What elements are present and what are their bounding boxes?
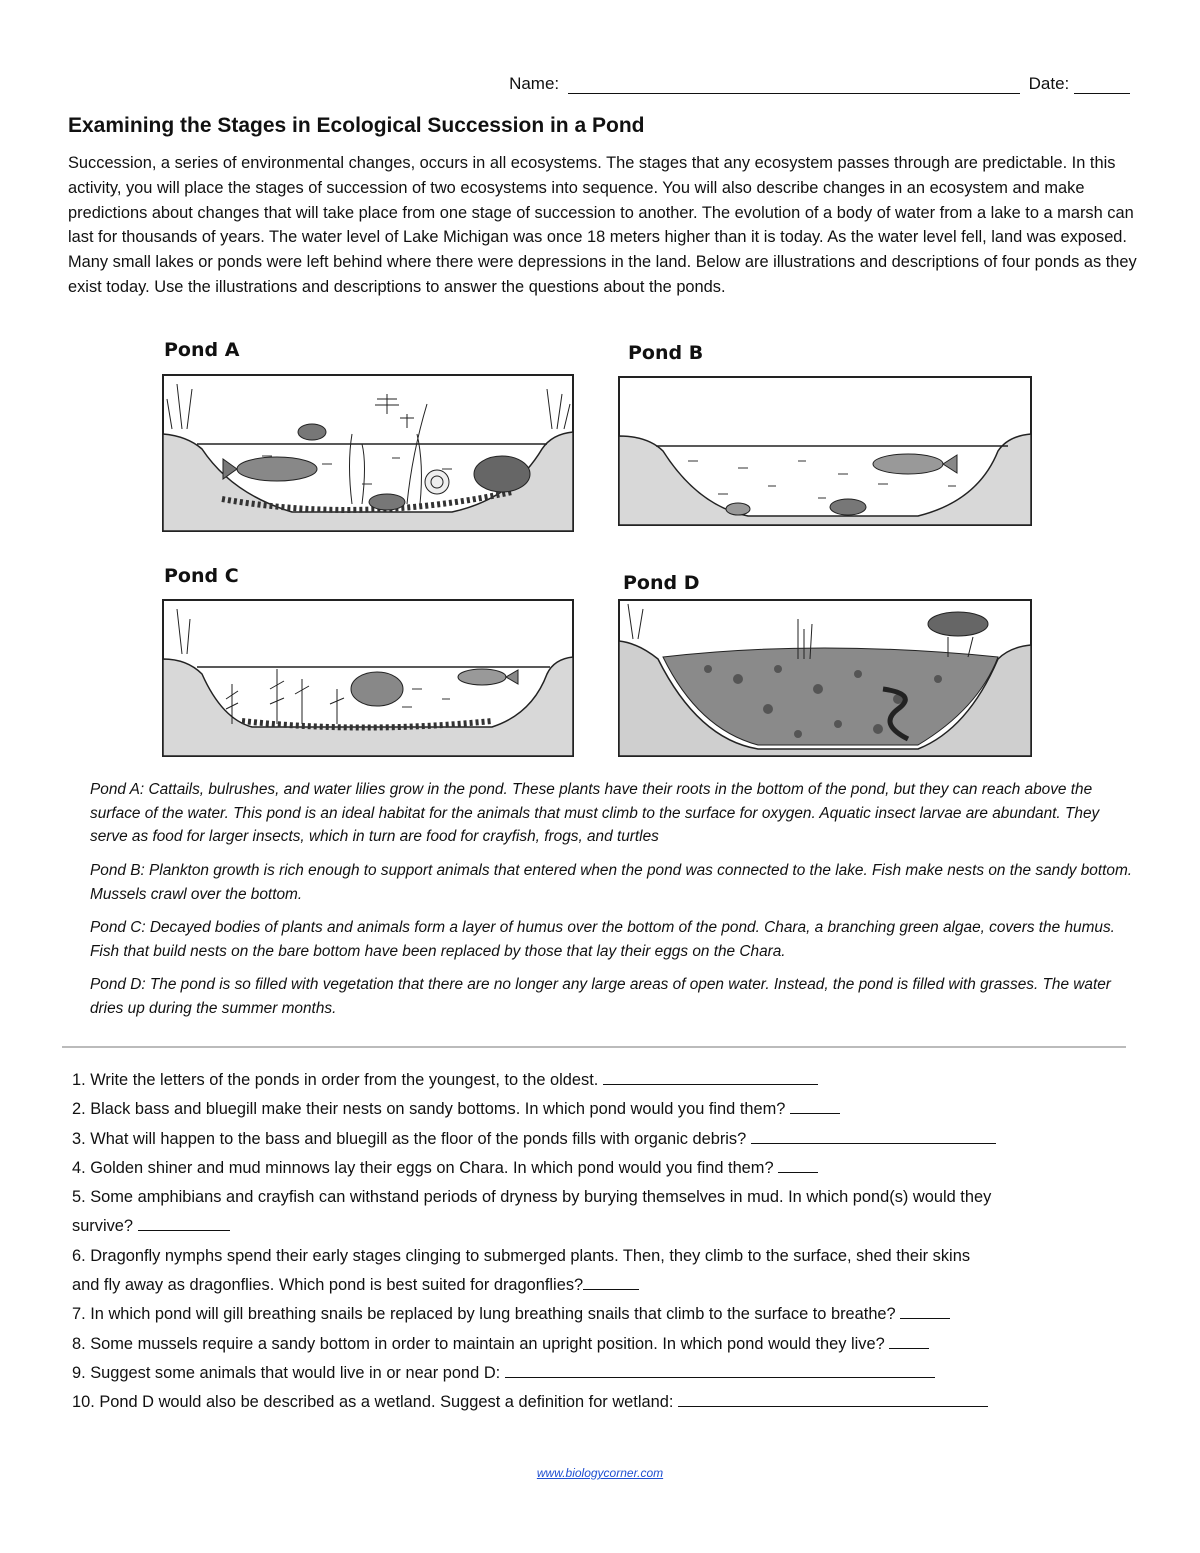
frog-icon (298, 424, 326, 440)
question-9: 9. Suggest some animals that would live in or near pond D: (72, 1359, 1142, 1388)
question-8: 8. Some mussels require a sandy bottom in order to maintain an upright position. In which pond would they live? (72, 1330, 1142, 1359)
question-1: 1. Write the letters of the ponds in order from the youngest, to the oldest. (72, 1066, 1142, 1095)
answer-blank-3[interactable] (751, 1128, 996, 1144)
pond-d-label: Pond D (623, 572, 700, 594)
pond-c-description: Pond C: Decayed bodies of plants and animals form a layer of humus over the bottom of the pond. Chara, a branching green algae, covers the humus. Fish that build nests on the bare bottom have been replaced by those that lay their eggs on the Chara. (90, 919, 1115, 960)
answer-blank-9[interactable] (505, 1362, 935, 1378)
pond-a-description: Pond A: Cattails, bulrushes, and water lilies grow in the pond. These plants have their roots in the bottom of the pond, but they can reach above the surface of the water. This pond is an ideal habitat for the animals that must climb to the surface for oxygen. Aquatic insect larvae are abundant. They serve as food for larger insects, which in turn are food for crayfish, frogs, and turtles (90, 781, 1100, 845)
pond-b-label: Pond B (628, 342, 704, 364)
date-label: Date: (1028, 74, 1070, 93)
question-2: 2. Black bass and bluegill make their nests on sandy bottoms. In which pond would you find them? (72, 1095, 1142, 1124)
pond-c-illustration (162, 599, 574, 757)
answer-blank-4[interactable] (778, 1157, 818, 1173)
question-3: 3. What will happen to the bass and bluegill as the floor of the ponds fills with organic debris? (72, 1125, 1142, 1154)
name-date-header (509, 74, 1130, 94)
footer-link[interactable]: www.biologycorner.com (536, 1466, 664, 1480)
question-5: 5. Some amphibians and crayfish can withstand periods of dryness by burying themselves in mud. In which pond(s) would they survive? (72, 1188, 992, 1236)
question-4: 4. Golden shiner and mud minnows lay their eggs on Chara. In which pond would you find them? (72, 1154, 1142, 1183)
question-10: 10. Pond D would also be described as a wetland. Suggest a definition for wetland: (72, 1388, 1142, 1417)
turtle-icon (351, 672, 403, 706)
turtle-icon (474, 456, 530, 492)
answer-blank-6[interactable] (583, 1274, 639, 1290)
pond-a-label: Pond A (164, 339, 240, 361)
answer-blank-8[interactable] (889, 1333, 929, 1349)
pond-b-illustration (618, 376, 1032, 526)
intro-paragraph: Succession, a series of environmental changes, occurs in all ecosystems. The stages that any ecosystem passes through are predictable. In this activity, you will place the stages of succession of two ecosystems into sequence. You will also describe changes in an ecosystem and make predictions about changes that will take place from one stage of succession to another. The evolution of a body of water from a lake to a marsh can last for thousands of years. The water level of Lake Michigan was once 18 meters higher than it is today. As the water level fell, land was exposed. Many small lakes or ponds were left behind where there were depressions in the land. Below are illustrations and descriptions of four ponds as they exist today. Use the illustrations and descriptions to answer the questions about the ponds. (68, 154, 1137, 296)
answer-blank-5[interactable] (138, 1215, 230, 1231)
answer-blank-2[interactable] (790, 1098, 840, 1114)
answer-blank-10[interactable] (678, 1391, 988, 1407)
pond-d-description: Pond D: The pond is so filled with vegetation that there are no longer any large areas of open water. Instead, the pond is filled with grasses. The water dries up during the summer months. (90, 976, 1111, 1017)
question-7: 7. In which pond will gill breathing snails be replaced by lung breathing snails that climb to the surface to breathe? (72, 1300, 1142, 1329)
answer-blank-1[interactable] (603, 1069, 818, 1085)
pond-b-description: Pond B: Plankton growth is rich enough to support animals that entered when the pond was connected to the lake. Fish make nests on the sandy bottom. Mussels crawl over the bottom. (90, 862, 1133, 903)
divider (62, 1046, 1126, 1048)
name-blank[interactable] (568, 75, 1020, 94)
name-label: Name: (509, 74, 560, 93)
snail-icon (425, 470, 449, 494)
page-title: Examining the Stages in Ecological Succession in a Pond (68, 114, 645, 137)
pond-c-label: Pond C (164, 565, 239, 587)
questions-list (72, 1066, 1142, 1418)
answer-blank-7[interactable] (900, 1303, 950, 1319)
date-blank[interactable] (1074, 75, 1130, 94)
pond-a-illustration (162, 374, 574, 532)
pond-d-illustration (618, 599, 1032, 757)
footer (0, 1466, 1200, 1480)
question-6: 6. Dragonfly nymphs spend their early stages clinging to submerged plants. Then, they climb to the surface, shed their skins and fly away as dragonflies. Which pond is best suited for dragonflies? (72, 1246, 971, 1295)
